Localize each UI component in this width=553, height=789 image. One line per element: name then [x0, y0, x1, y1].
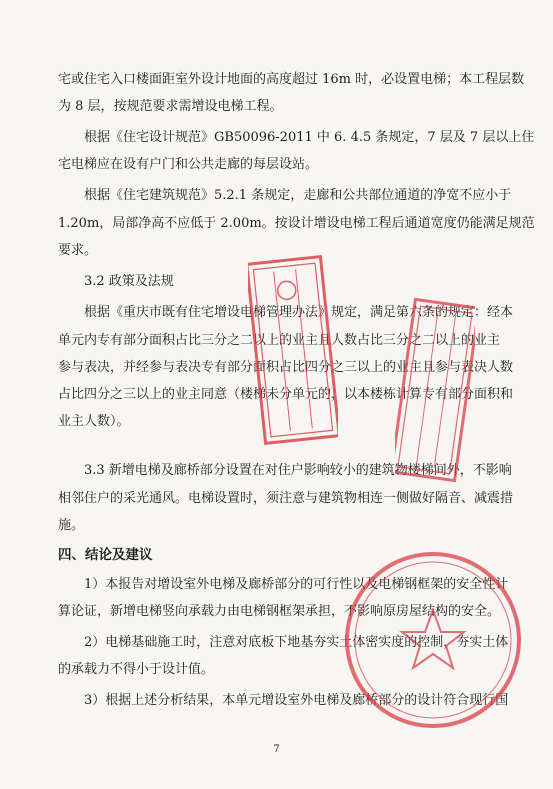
section-heading: 3.2 政策及法规: [84, 274, 174, 289]
text-line: 占比四分之三以上的业主同意（楼梯未分单元的，以本楼栋计算专有部分面积和: [58, 387, 514, 402]
text-line: 根据《重庆市既有住宅增设电梯管理办法》规定，满足第六条的规定：经本: [84, 305, 514, 320]
text-line: 的承载力不得小于设计值。: [58, 662, 215, 677]
text-line: 根据《住宅设计规范》GB50096-2011 中 6. 4.5 条规定，7 层及 7 层以上住: [84, 130, 535, 145]
text-line: 1.20m，局部净高不应低于 2.00m。按设计增设电梯工程后通道宽度仍能满足规范: [58, 216, 535, 231]
text-line: 参与表决，并经参与表决专有部分面积占比四分之三以上的业主且参与表决人数: [58, 360, 514, 375]
text-line: 算论证，新增电梯竖向承载力由电梯钢框架承担，不影响原房屋结构的安全。: [58, 604, 501, 619]
text-line: 业主人数）。: [58, 414, 130, 429]
chapter-heading: 四、结论及建议: [58, 547, 153, 563]
page-number: 7: [273, 744, 280, 755]
text-line: 单元内专有部分面积占比三分之二以上的业主且人数占比三分之二以上的业主: [58, 333, 501, 348]
text-line: 施。: [58, 518, 85, 533]
text-line: 要求。: [58, 243, 98, 258]
text-line: 3.3 新增电梯及廊桥部分设置在对住户影响较小的建筑物楼梯间外，不影响: [84, 463, 512, 478]
text-line: 相邻住户的采光通风。电梯设置时，须注意与建筑物相连一侧做好隔音、减震措: [58, 491, 514, 506]
text-line: 1）本报告对增设室外电梯及廊桥部分的可行性以及电梯钢框架的安全性计: [84, 577, 509, 592]
text-line: 2）电梯基础施工时，注意对底板下地基夯实土体密实度的控制，夯实土体: [84, 635, 509, 650]
text-line: 根据《住宅建筑规范》5.2.1 条规定，走廊和公共部位通道的净宽不应小于: [84, 188, 512, 203]
text-line: 为 8 层，按规范要求需增设电梯工程。: [58, 99, 283, 114]
text-line: 宅或住宅入口楼面距室外设计地面的高度超过 16m 时，必设置电梯；本工程层数: [58, 72, 525, 87]
text-line: 宅电梯应在设有户门和公共走廊的每层设站。: [58, 157, 319, 172]
text-line: 3）根据上述分析结果，本单元增设室外电梯及廊桥部分的设计符合现行国: [84, 693, 509, 708]
